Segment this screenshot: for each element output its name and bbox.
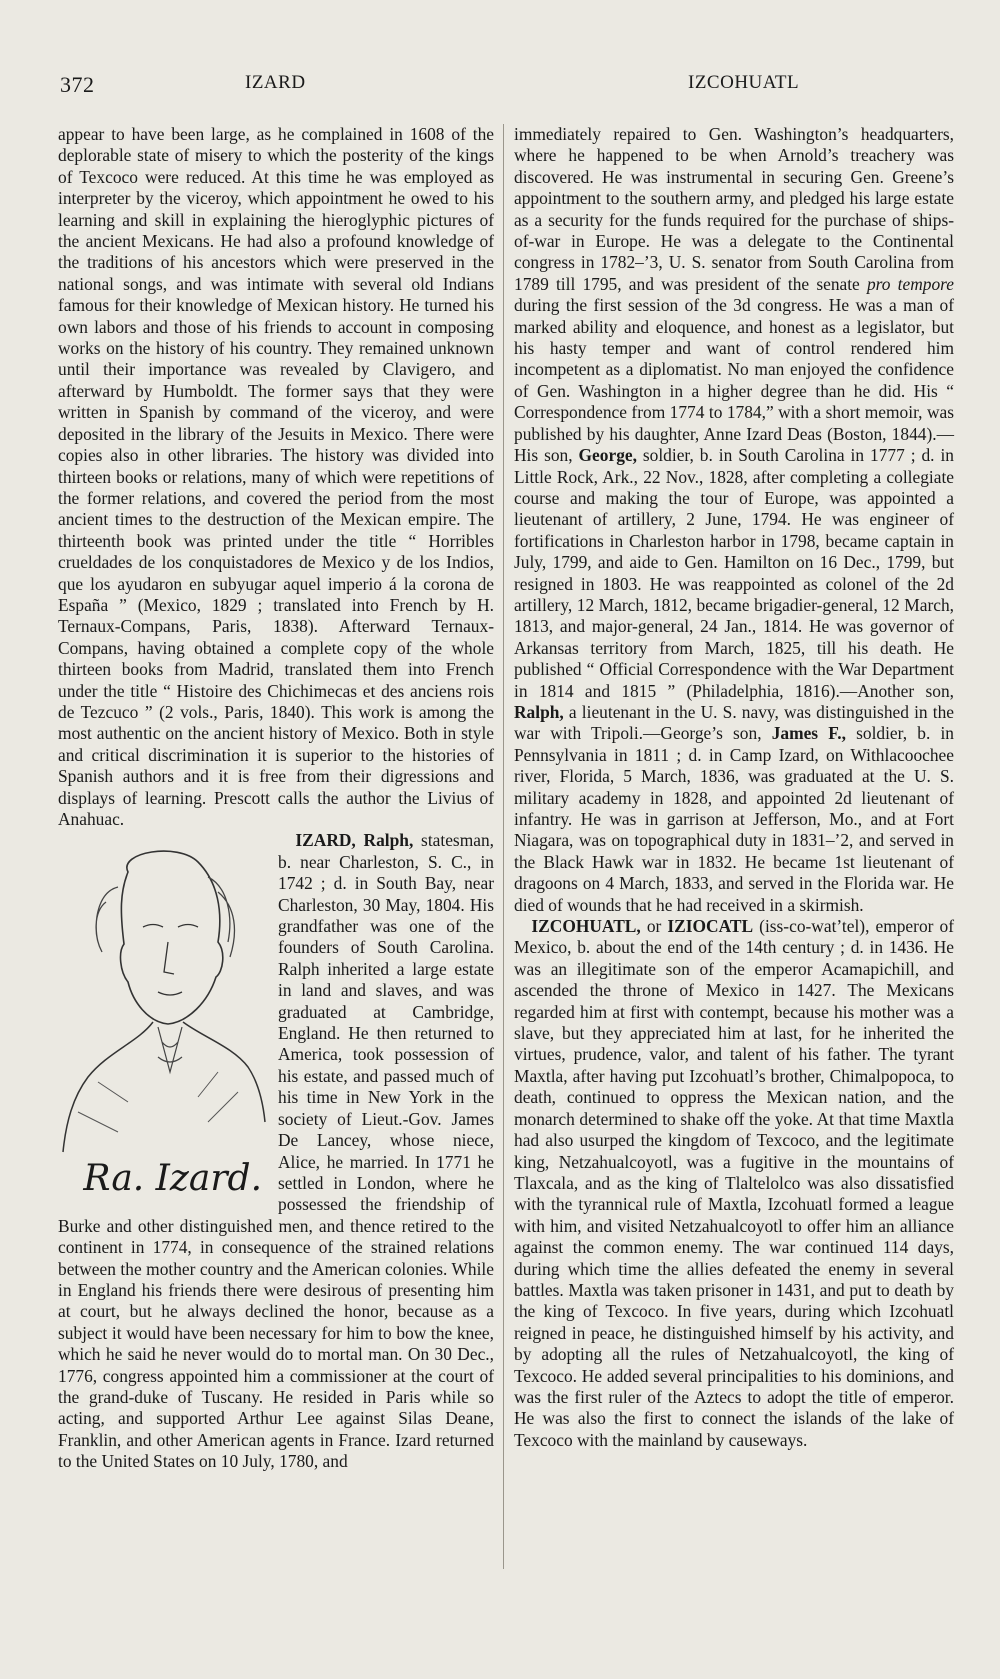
entry-text: statesman, b. near Charleston, S. C., in 1742 ; d. in South Bay, near Charleston, 30 May, 1804. His grandfather was one of the founders of South Carolina. Ralph inherited a large estate in land and slaves, and was graduated at Cambridge, England. He then returned to America, took possession of his estate, and passed much of his time in New York in the society of Lieut.-Gov. James De Lancey, whose niece, Alice, he married. In 1771 he settled in London, where he possessed the friendship of Burke and other distinguished men, and thence retired to the continent in 1774, in consequence of the strained relations between the mother country and the American colonies. While in England his friends there were desirous of presenting him at court, but he always declined the honor, because as a subject it would have been necessary for him to bow the knee, which he said he never would do to mortal man. On 30 Dec., 1776, congress appointed him a commissioner at the court of the grand-duke of Tuscany. He resided in Paris while so acting, and supported Arthur Lee against Silas Deane, Franklin, and other American agents in France. Izard returned to the United States on 10 July, 1780, and: [58, 830, 494, 1472]
left-column: [58, 124, 494, 1473]
entry-continuation: appear to have been large, as he complained in 1608 of the deplorable state of misery to which the posterity of the kings of Texcoco were reduced. At this time he was employed as interpreter by the viceroy, which appointment he owed to his learning and skill in explaining the hieroglyphic pictures of the ancient Mexicans. He had also a profound knowledge of the traditions of his ancestors which were preserved in the national songs, and was intimate with several old Indians famous for their knowledge of Mexican history. He turned his own labors and those of his friends to account in composing works on the history of his country. They remained unknown until their importance was revealed by Clavigero, and afterward by Humboldt. The former says that they were written in Spanish by command of the viceroy, and were deposited in the library of the Jesuits in Mexico. There were copies also in other libraries. The history was divided into thirteen books or relations, many of which were repetitions of the former relations, and covered the period from the most ancient times to the destruction of the Mexican empire. The thirteenth book was printed under the title “ Horribles crueldades de los conquistadores de Mexico y de los Indios, que los ayudaron en subyugar aquel imperio á la corona de España ” (Mexico, 1829 ; translated into French by H. Ternaux-Compans, Paris, 1838). Afterward Ternaux-Compans, having obtained a complete copy of the whole thirteen books from Madrid, translated them into French under the title “ Histoire des Chichimecas et des anciens rois de Tezcuco ” (2 vols., Paris, 1840). This work is among the most authentic on the ancient history of Mexico. Both in style and critical discrimination it is superior to the histories of Spanish authors and it is free from their digressions and displays of learning. Prescott calls the author the Livius of Anahuac.: [58, 124, 494, 829]
text-segment: soldier, b. in Pennsylvania in 1811 ; d. in Camp Izard, on Withlacoochee river, Florida, 5 March, 1836, was graduated at the U. S. military academy in 1828, and appointed 2d lieutenant of infantry. He was in garrison at Jefferson, Mo., and at Fort Niagara, was on topographical duty in 1831–’2, and served in the Black Hawk war in 1832. He became 1st lieutenant of dragoons on 4 March, 1833, and served in the Florida war. He died of wounds that he had received in a skirmish.: [514, 723, 954, 915]
entry-izard-ralph: [58, 830, 494, 1472]
subentry-james: James F.,: [771, 723, 846, 744]
text-segment: immediately repaired to Gen. Washington’s headquarters, where he happened to be when Arnold’s treachery was discovered. He was instrumental in securing Gen. Greene’s appointment to the southern army, and pledged his large estate as a security for the funds required for the purchase of ships-of-war in Europe. He was a delegate to the Continental congress in 1782–’3, U. S. senator from South Carolina from 1789 till 1795, and was president of the senate: [514, 124, 954, 294]
portrait-figure: [58, 832, 266, 1199]
text-segment: or: [640, 916, 668, 937]
left-running-head: IZARD: [245, 72, 306, 93]
text-segment: a lieutenant in the U. S. navy, was distinguished in the war with Tripoli.—George’s son,: [514, 701, 954, 744]
portrait-image: [58, 832, 266, 1199]
text-segment: during the first session of the 3d congress. He was a man of marked ability and eloquence, and honest as a legislator, but his hasty temper and want of control rendered him incompetent as a diplomatist. No man enjoyed the confidence of Gen. Washington in a higher degree than he did. His “ Correspondence from 1774 to 1784,” with a short memoir, was published by his daughter, Anne Izard Deas (Boston, 1844).—His son,: [514, 295, 954, 466]
text-segment: soldier, b. in South Carolina in 1777 ; d. in Little Rock, Ark., 22 Nov., 1828, after completing a collegiate course and making the tour of Europe, was appointed a lieutenant of artillery, 2 June, 1794. He was engineer of fortifications in Charleston harbor in 1798, became captain in July, 1799, and aide to Gen. Hamilton on 16 Dec., 1799, but resigned in 1803. He was reappointed as colonel of the 2d artillery, 12 March, 1812, became brigadier-general, 12 March, 1813, and major-general, 24 Jan., 1814. He was governor of Arkansas territory from March, 1825, till his death. He published “ Official Correspondence with the War Department in 1814 and 1815 ” (Philadelphia, 1816).—Another son,: [514, 445, 954, 701]
entry-heading: IZARD, Ralph,: [295, 830, 414, 851]
right-running-head: IZCOHUATL: [688, 72, 800, 93]
entry-izcohuatl: [514, 916, 954, 1451]
right-column: [514, 124, 954, 1451]
text-segment: (iss-co-wat’tel), emperor of Mexico, b. about the end of the 14th century ; d. in 1436. He was an illegitimate son of the emperor Acamapichill, and ascended the throne of Mexico in 1427. The Mexicans regarded him at first with contempt, because his mother was a slave, but they appreciated him at last, for he inherited the virtues, prudence, valor, and talent of his father. The tyrant Maxtla, after having put Izcohuatl’s brother, Chimalpopoca, to death, continued to oppress the Mexican nation, and the monarch determined to shake off the yoke. At that time Maxtla had also usurped the kingdom of Texcoco, and the legitimate king, Netzahualcoyotl, was a fugitive in the mountains of Tlaxcala, and as the king of Tlaltelolco was also dissatisfied with the tyrannical rule of Maxtla, Izcohuatl formed a league with him, and visited Netzahualcoyotl to offer him an alliance against the common enemy. The war continued 114 days, during which time the allies defeated the enemy in several battles. Maxtla was taken prisoner in 1431, and put to death by the king of Texcoco. In five years, during which Izcohuatl reigned in peace, he distinguished himself by his activity, and by adopting all the rules of Netzahualcoyotl, the king of Texcoco. He added several principalities to his dominions, and was the first ruler of the Aztecs to adopt the title of emperor. He was also the first to connect the islands of the lake of Texcoco with the mainland by causeways.: [514, 916, 954, 1450]
entry-heading-alt: IZIOCATL: [667, 916, 754, 937]
signature: Ra. Izard.: [83, 1158, 263, 1200]
page-number: 372: [60, 72, 95, 97]
running-header: [0, 72, 1000, 102]
entry-izard-continued: [514, 124, 954, 916]
entry-heading: IZCOHUATL,: [531, 916, 641, 937]
italic-phrase: pro tempore: [866, 273, 955, 294]
subentry-ralph: Ralph,: [514, 701, 564, 722]
column-divider: [503, 124, 504, 1569]
subentry-george: George,: [578, 445, 637, 466]
